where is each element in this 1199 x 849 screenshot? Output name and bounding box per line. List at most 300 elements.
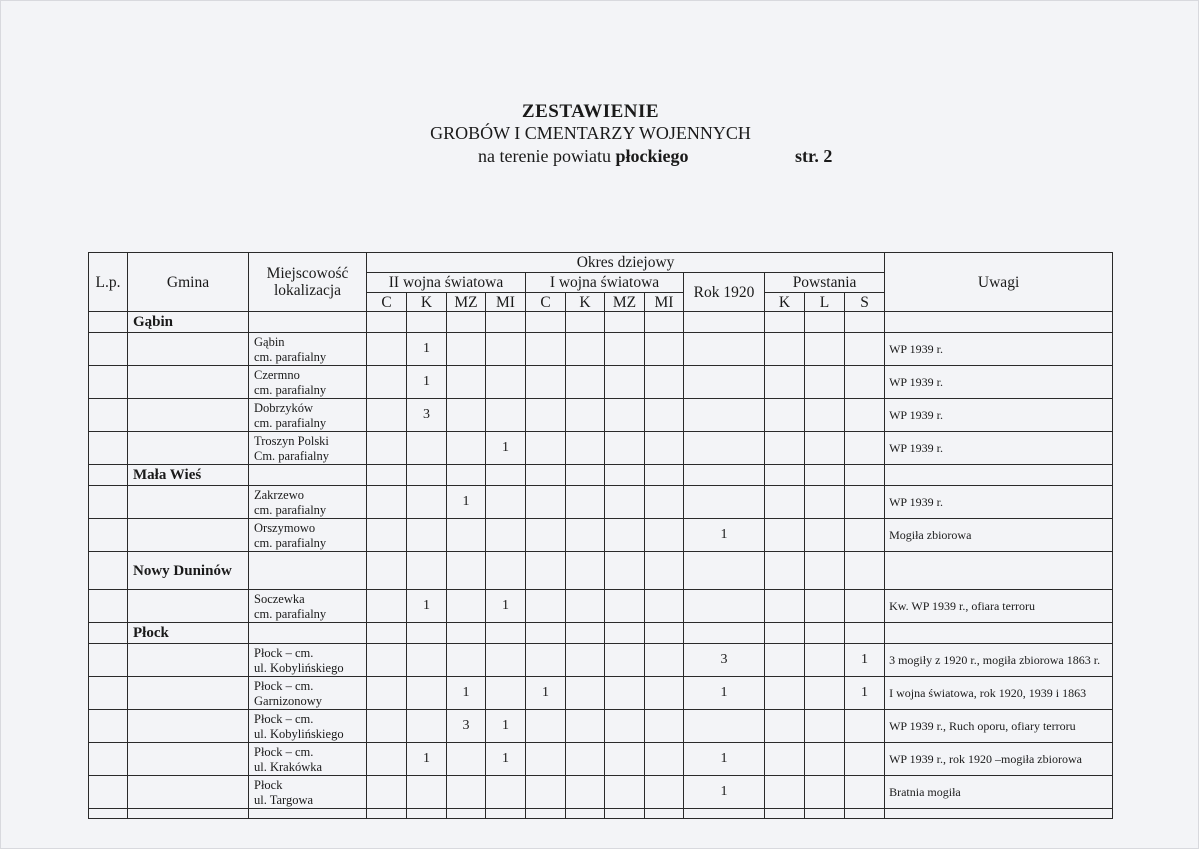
doc-title: ZESTAWIENIE	[521, 101, 660, 122]
cell-gmina	[128, 519, 249, 552]
location-cell	[249, 710, 367, 743]
col-ww2-c: C	[367, 293, 407, 312]
cell-empty	[128, 809, 249, 819]
cell-pl	[805, 590, 845, 623]
cell-c1	[526, 432, 566, 465]
cell-loc	[249, 623, 367, 644]
cell-mi1	[645, 519, 684, 552]
cell-r20: 1	[684, 776, 765, 809]
cell-pk	[765, 677, 805, 710]
location-type: cm. parafialny	[254, 415, 327, 430]
cell-lp	[89, 644, 128, 677]
col-ww1-mz: MZ	[605, 293, 645, 312]
location-cell	[249, 432, 367, 465]
cell-gmina	[128, 677, 249, 710]
cell-lp	[89, 590, 128, 623]
cell-mi1	[645, 776, 684, 809]
cell-gmina	[128, 710, 249, 743]
table-row-cut	[89, 809, 1113, 819]
cell-c2	[367, 677, 407, 710]
cell-r20	[684, 710, 765, 743]
cell-pk	[765, 465, 805, 486]
cell-empty	[885, 809, 1113, 819]
cell-mi2	[486, 623, 526, 644]
cell-k2	[407, 677, 447, 710]
cell-empty	[684, 809, 765, 819]
cell-mi2	[486, 776, 526, 809]
cell-lp	[89, 519, 128, 552]
cell-mi1	[645, 465, 684, 486]
cell-mz1	[605, 312, 645, 333]
cell-mz2	[447, 623, 486, 644]
cell-empty	[89, 809, 128, 819]
cell-mz1	[605, 399, 645, 432]
cell-k2: 1	[407, 366, 447, 399]
cell-k1	[566, 486, 605, 519]
cell-uwagi	[885, 623, 1113, 644]
cell-mz1	[605, 552, 645, 590]
cell-mi2	[486, 486, 526, 519]
cell-pl	[805, 552, 845, 590]
cell-mz2	[447, 776, 486, 809]
cell-empty	[566, 809, 605, 819]
table-row	[89, 677, 1113, 710]
cell-lp	[89, 399, 128, 432]
cell-pk	[765, 312, 805, 333]
cell-pk	[765, 333, 805, 366]
cell-mz1	[605, 623, 645, 644]
cell-r20	[684, 366, 765, 399]
location-type: ul. Targowa	[254, 792, 314, 807]
cell-mi2	[486, 519, 526, 552]
cell-lp	[89, 776, 128, 809]
cell-r20	[684, 312, 765, 333]
cell-c1	[526, 312, 566, 333]
gmina-row	[89, 623, 1113, 644]
cell-mi2	[486, 366, 526, 399]
cell-k1	[566, 552, 605, 590]
location-cell	[249, 776, 367, 809]
table-row	[89, 432, 1113, 465]
cell-k2	[407, 644, 447, 677]
location-type: cm. parafialny	[254, 606, 327, 621]
cell-ps	[845, 465, 885, 486]
cell-lp	[89, 743, 128, 776]
cell-c1	[526, 486, 566, 519]
cell-pk	[765, 432, 805, 465]
cell-pk	[765, 776, 805, 809]
cell-lp	[89, 677, 128, 710]
cell-mz2	[447, 552, 486, 590]
cell-c2	[367, 486, 407, 519]
gmina-row	[89, 465, 1113, 486]
cell-mz2: 1	[447, 486, 486, 519]
location-cell	[249, 743, 367, 776]
cell-k1	[566, 590, 605, 623]
cell-lp	[89, 333, 128, 366]
cell-empty	[845, 809, 885, 819]
cell-gmina	[128, 366, 249, 399]
cell-k1	[566, 333, 605, 366]
location-cell	[249, 677, 367, 710]
table-row	[89, 333, 1113, 366]
cell-uwagi: WP 1939 r.	[885, 486, 1113, 519]
gmina-row	[89, 552, 1113, 590]
col-pow-s: S	[845, 293, 885, 312]
cell-gmina	[128, 743, 249, 776]
cell-loc	[249, 465, 367, 486]
cell-uwagi: I wojna światowa, rok 1920, 1939 i 1863	[885, 677, 1113, 710]
col-powstania: Powstania	[765, 273, 885, 293]
cell-r20	[684, 333, 765, 366]
table-row	[89, 590, 1113, 623]
cell-mi2	[486, 312, 526, 333]
graves-table	[88, 252, 1113, 819]
cell-pk	[765, 710, 805, 743]
cell-mi2	[486, 644, 526, 677]
location-name: Zakrzewo	[254, 487, 304, 502]
cell-c1	[526, 366, 566, 399]
cell-mz1	[605, 486, 645, 519]
cell-c1	[526, 644, 566, 677]
cell-c2	[367, 333, 407, 366]
location-name: Płock – cm.	[254, 711, 314, 726]
location-cell	[249, 590, 367, 623]
col-gmina: Gmina	[128, 253, 249, 312]
cell-mz2	[447, 743, 486, 776]
cell-uwagi: WP 1939 r.	[885, 399, 1113, 432]
cell-mz1	[605, 590, 645, 623]
cell-mi1	[645, 432, 684, 465]
col-ww2-mi: MI	[486, 293, 526, 312]
cell-r20	[684, 552, 765, 590]
cell-pl	[805, 465, 845, 486]
cell-mz2	[447, 432, 486, 465]
cell-gmina	[128, 644, 249, 677]
cell-mz1	[605, 677, 645, 710]
cell-c1	[526, 333, 566, 366]
cell-mz2	[447, 312, 486, 333]
cell-k2: 3	[407, 399, 447, 432]
cell-mi1	[645, 590, 684, 623]
cell-k2	[407, 710, 447, 743]
cell-empty	[249, 809, 367, 819]
cell-ps	[845, 552, 885, 590]
cell-ps	[845, 743, 885, 776]
cell-r20	[684, 590, 765, 623]
cell-ps	[845, 486, 885, 519]
cell-c2	[367, 552, 407, 590]
cell-empty	[765, 809, 805, 819]
cell-r20: 1	[684, 519, 765, 552]
cell-mz1	[605, 776, 645, 809]
cell-mz1	[605, 743, 645, 776]
cell-k1	[566, 432, 605, 465]
col-miejscowosc: Miejscowość lokalizacja	[249, 253, 367, 312]
cell-mi2: 1	[486, 432, 526, 465]
cell-k1	[566, 743, 605, 776]
cell-lp	[89, 366, 128, 399]
cell-lp	[89, 623, 128, 644]
cell-mi2: 1	[486, 743, 526, 776]
cell-r20: 1	[684, 677, 765, 710]
cell-pl	[805, 677, 845, 710]
gmina-name: Mała Wieś	[128, 465, 249, 486]
gmina-name: Płock	[128, 623, 249, 644]
cell-r20	[684, 399, 765, 432]
table-row	[89, 366, 1113, 399]
cell-k2	[407, 432, 447, 465]
cell-k2	[407, 776, 447, 809]
cell-ps	[845, 623, 885, 644]
cell-uwagi: Kw. WP 1939 r., ofiara terroru	[885, 590, 1113, 623]
cell-ps	[845, 399, 885, 432]
cell-lp	[89, 552, 128, 590]
location-cell	[249, 366, 367, 399]
gmina-name: Nowy Duninów	[128, 552, 249, 590]
cell-ps	[845, 590, 885, 623]
cell-empty	[805, 809, 845, 819]
cell-k1	[566, 465, 605, 486]
cell-pk	[765, 399, 805, 432]
cell-c1	[526, 519, 566, 552]
cell-c1	[526, 590, 566, 623]
cell-lp	[89, 465, 128, 486]
location-cell	[249, 519, 367, 552]
cell-k2	[407, 519, 447, 552]
cell-mi1	[645, 623, 684, 644]
cell-pl	[805, 776, 845, 809]
cell-mz2	[447, 333, 486, 366]
cell-lp	[89, 710, 128, 743]
cell-r20: 1	[684, 743, 765, 776]
cell-mz1	[605, 366, 645, 399]
cell-ps	[845, 312, 885, 333]
col-okres: Okres dziejowy	[367, 253, 885, 273]
cell-mi2	[486, 465, 526, 486]
cell-pk	[765, 623, 805, 644]
location-cell	[249, 644, 367, 677]
cell-pk	[765, 590, 805, 623]
cell-uwagi: WP 1939 r.	[885, 366, 1113, 399]
location-type: Garnizonowy	[254, 693, 323, 708]
cell-mi1	[645, 743, 684, 776]
location-type: ul. Kobylińskiego	[254, 660, 344, 675]
cell-c1	[526, 465, 566, 486]
cell-mz1	[605, 519, 645, 552]
cell-mz2	[447, 399, 486, 432]
cell-pl	[805, 743, 845, 776]
cell-gmina	[128, 590, 249, 623]
location-type: ul. Kobylińskiego	[254, 726, 344, 741]
cell-uwagi: 3 mogiły z 1920 r., mogiła zbiorowa 1863 r.	[885, 644, 1113, 677]
col-lp: L.p.	[89, 253, 128, 312]
gmina-row	[89, 312, 1113, 333]
cell-pl	[805, 432, 845, 465]
cell-empty	[605, 809, 645, 819]
location-name: Płock	[254, 777, 283, 792]
cell-r20: 3	[684, 644, 765, 677]
col-uwagi: Uwagi	[885, 253, 1113, 312]
location-name: Czermno	[254, 367, 300, 382]
col-pow-l: L	[805, 293, 845, 312]
table-row	[89, 776, 1113, 809]
location-name: Dobrzyków	[254, 400, 314, 415]
cell-empty	[526, 809, 566, 819]
location-type: cm. parafialny	[254, 382, 327, 397]
cell-mz2	[447, 465, 486, 486]
cell-gmina	[128, 333, 249, 366]
cell-uwagi: WP 1939 r., rok 1920 –mogiła zbiorowa	[885, 743, 1113, 776]
cell-k2: 1	[407, 590, 447, 623]
cell-k1	[566, 312, 605, 333]
location-type: Cm. parafialny	[254, 448, 329, 463]
col-ww1: I wojna światowa	[526, 273, 684, 293]
cell-pk	[765, 366, 805, 399]
cell-mz2	[447, 644, 486, 677]
cell-k2	[407, 486, 447, 519]
location-type: cm. parafialny	[254, 349, 327, 364]
table-row	[89, 743, 1113, 776]
cell-k1	[566, 644, 605, 677]
location-type: cm. parafialny	[254, 535, 327, 550]
location-name: Orszymowo	[254, 520, 316, 535]
cell-gmina	[128, 432, 249, 465]
cell-mi1	[645, 366, 684, 399]
cell-mi2	[486, 333, 526, 366]
cell-mi2	[486, 399, 526, 432]
cell-c2	[367, 623, 407, 644]
cell-ps: 1	[845, 677, 885, 710]
cell-mi1	[645, 677, 684, 710]
cell-uwagi	[885, 465, 1113, 486]
page-number: str. 2	[795, 146, 833, 166]
cell-r20	[684, 486, 765, 519]
location-type: ul. Krakówka	[254, 759, 323, 774]
cell-c1	[526, 623, 566, 644]
cell-mz1	[605, 465, 645, 486]
cell-ps	[845, 519, 885, 552]
cell-mz1	[605, 333, 645, 366]
cell-mz1	[605, 710, 645, 743]
region-prefix: na terenie powiatu	[478, 146, 616, 166]
cell-k1	[566, 366, 605, 399]
cell-lp	[89, 312, 128, 333]
cell-c1	[526, 776, 566, 809]
cell-c2	[367, 312, 407, 333]
cell-empty	[367, 809, 407, 819]
cell-k1	[566, 399, 605, 432]
cell-uwagi	[885, 552, 1113, 590]
cell-c2	[367, 519, 407, 552]
cell-c1	[526, 399, 566, 432]
cell-pl	[805, 519, 845, 552]
cell-ps	[845, 710, 885, 743]
cell-pk	[765, 552, 805, 590]
cell-uwagi: WP 1939 r.	[885, 333, 1113, 366]
col-pow-k: K	[765, 293, 805, 312]
cell-mi1	[645, 399, 684, 432]
cell-gmina	[128, 486, 249, 519]
location-name: Gąbin	[254, 334, 285, 349]
cell-uwagi: Mogiła zbiorowa	[885, 519, 1113, 552]
cell-pl	[805, 486, 845, 519]
cell-k2	[407, 312, 447, 333]
gmina-name: Gąbin	[128, 312, 249, 333]
cell-gmina	[128, 399, 249, 432]
cell-ps: 1	[845, 644, 885, 677]
cell-uwagi: WP 1939 r., Ruch oporu, ofiary terroru	[885, 710, 1113, 743]
location-name: Płock – cm.	[254, 645, 314, 660]
cell-mz2	[447, 366, 486, 399]
cell-lp	[89, 432, 128, 465]
cell-mi2	[486, 552, 526, 590]
cell-mz1	[605, 432, 645, 465]
cell-pl	[805, 623, 845, 644]
cell-mz1	[605, 644, 645, 677]
cell-c2	[367, 432, 407, 465]
cell-k1	[566, 623, 605, 644]
cell-c2	[367, 743, 407, 776]
cell-pk	[765, 644, 805, 677]
table-row	[89, 399, 1113, 432]
cell-k1	[566, 677, 605, 710]
table-row	[89, 644, 1113, 677]
col-ww2: II wojna światowa	[367, 273, 526, 293]
cell-mz2: 3	[447, 710, 486, 743]
cell-k2: 1	[407, 333, 447, 366]
cell-empty	[447, 809, 486, 819]
cell-empty	[407, 809, 447, 819]
cell-k1	[566, 519, 605, 552]
region-name: płockiego	[615, 146, 689, 166]
cell-pk	[765, 486, 805, 519]
location-name: Soczewka	[254, 591, 305, 606]
cell-pl	[805, 366, 845, 399]
location-name: Płock – cm.	[254, 678, 314, 693]
cell-pl	[805, 710, 845, 743]
cell-mi2	[486, 677, 526, 710]
cell-pl	[805, 644, 845, 677]
location-name: Płock – cm.	[254, 744, 314, 759]
cell-ps	[845, 366, 885, 399]
cell-pk	[765, 743, 805, 776]
cell-pl	[805, 399, 845, 432]
location-cell	[249, 486, 367, 519]
cell-r20	[684, 432, 765, 465]
cell-mi1	[645, 333, 684, 366]
cell-c1: 1	[526, 677, 566, 710]
location-name: Troszyn Polski	[254, 433, 329, 448]
table-row	[89, 519, 1113, 552]
cell-pl	[805, 312, 845, 333]
cell-mz2	[447, 519, 486, 552]
cell-ps	[845, 333, 885, 366]
cell-k2: 1	[407, 743, 447, 776]
col-ww1-mi: MI	[645, 293, 684, 312]
cell-mi1	[645, 312, 684, 333]
cell-mi1	[645, 552, 684, 590]
col-ww2-k: K	[407, 293, 447, 312]
cell-c2	[367, 776, 407, 809]
cell-uwagi: WP 1939 r.	[885, 432, 1113, 465]
cell-c2	[367, 710, 407, 743]
cell-c1	[526, 743, 566, 776]
cell-gmina	[128, 776, 249, 809]
cell-uwagi	[885, 312, 1113, 333]
cell-mi2: 1	[486, 710, 526, 743]
cell-k2	[407, 465, 447, 486]
